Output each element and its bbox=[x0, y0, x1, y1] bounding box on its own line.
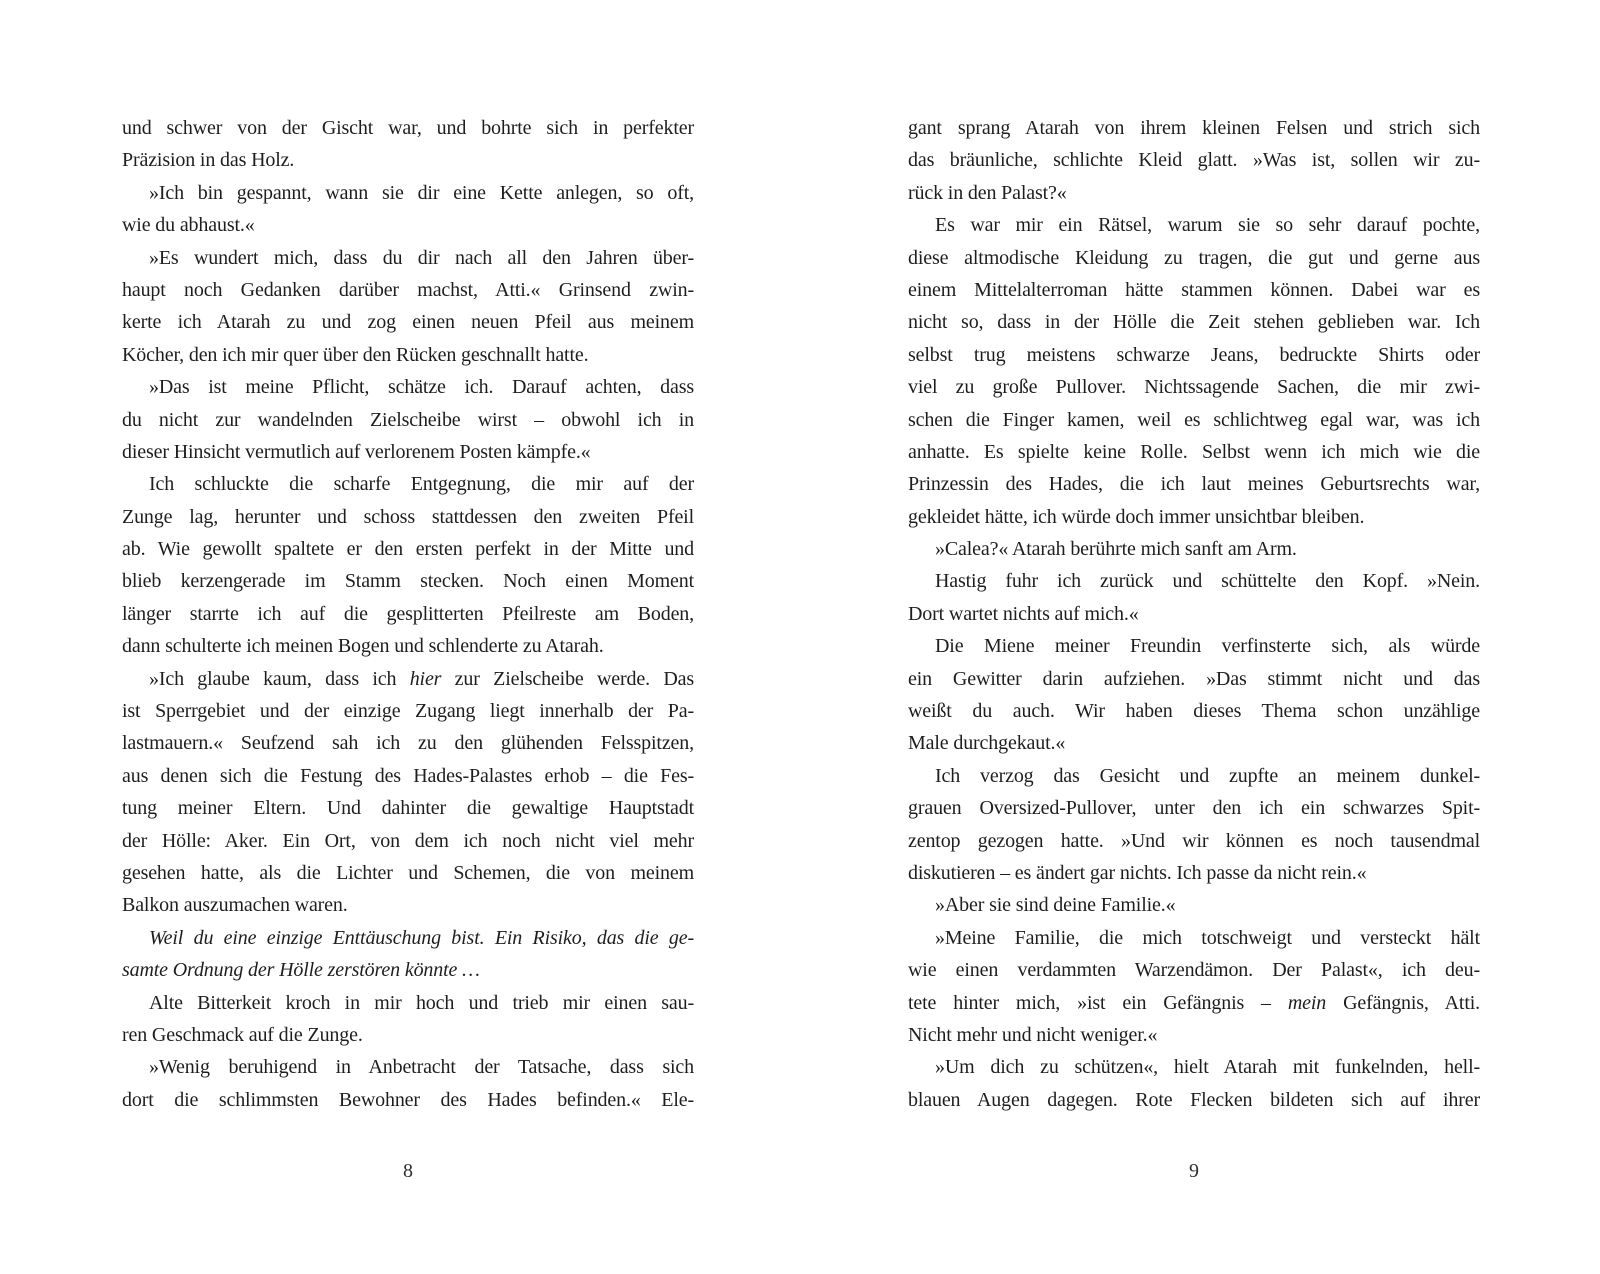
text-line bbox=[908, 112, 1480, 144]
text-segment: dann schulterte ich meinen Bogen und schlenderte zu Atarah. bbox=[122, 635, 604, 658]
text-line bbox=[122, 987, 694, 1019]
text-line bbox=[122, 371, 694, 403]
text-segment: wie du abhaust.« bbox=[122, 214, 255, 237]
text-line bbox=[122, 144, 694, 176]
text-line bbox=[122, 954, 694, 986]
text-line bbox=[122, 306, 694, 338]
text-line bbox=[908, 274, 1480, 306]
text-line bbox=[908, 630, 1480, 662]
text-segment: ist Sperrgebiet und der einzige Zugang liegt innerhalb der Pa- bbox=[122, 700, 694, 723]
text-line bbox=[122, 922, 694, 954]
text-segment: »Um dich zu schützen«, hielt Atarah mit funkelnden, hell- bbox=[935, 1056, 1480, 1079]
emphasized-text: mein bbox=[1287, 991, 1327, 1014]
text-line bbox=[122, 242, 694, 274]
page-right-text bbox=[908, 112, 1480, 1116]
text-segment: zur Zielscheibe werde. Das bbox=[441, 667, 694, 690]
text-line bbox=[908, 987, 1480, 1019]
emphasized-text: hier bbox=[409, 667, 442, 690]
text-segment: Ich verzog das Gesicht und zupfte an meinem dunkel- bbox=[935, 764, 1480, 787]
text-line bbox=[122, 695, 694, 727]
text-segment: einem Mittelalterroman hätte stammen können. Dabei war es bbox=[908, 278, 1480, 301]
text-line bbox=[908, 306, 1480, 338]
text-line bbox=[908, 209, 1480, 241]
text-line bbox=[122, 112, 694, 144]
text-segment: zentop gezogen hatte. »Und wir können es noch tausendmal bbox=[908, 829, 1480, 852]
text-segment: tung meiner Eltern. Und dahinter die gewaltige Hauptstadt bbox=[122, 797, 694, 820]
text-segment: viel zu große Pullover. Nichtssagende Sachen, die mir zwi- bbox=[908, 376, 1480, 399]
text-line bbox=[908, 436, 1480, 468]
text-line bbox=[122, 404, 694, 436]
text-segment: kerte ich Atarah zu und zog einen neuen Pfeil aus meinem bbox=[122, 311, 694, 334]
text-segment: dieser Hinsicht vermutlich auf verlorenem Posten kämpfe.« bbox=[122, 440, 591, 463]
text-segment: ein Gewitter darin aufziehen. »Das stimmt nicht und das bbox=[908, 667, 1480, 690]
text-line bbox=[908, 922, 1480, 954]
text-segment: nicht so, dass in der Hölle die Zeit stehen geblieben war. Ich bbox=[908, 311, 1480, 334]
text-line bbox=[122, 792, 694, 824]
text-line bbox=[122, 727, 694, 759]
text-segment: »Das ist meine Pflicht, schätze ich. Darauf achten, dass bbox=[149, 376, 694, 399]
text-line bbox=[122, 1051, 694, 1083]
text-line bbox=[908, 727, 1480, 759]
text-segment: gant sprang Atarah von ihrem kleinen Felsen und strich sich bbox=[908, 117, 1480, 139]
text-segment: diskutieren – es ändert gar nichts. Ich passe da nicht rein.« bbox=[908, 861, 1367, 884]
text-segment: wie einen verdammten Warzendämon. Der Palast«, ich deu- bbox=[908, 959, 1480, 982]
text-segment: gesehen hatte, als die Lichter und Schemen, die von meinem bbox=[122, 861, 694, 884]
text-segment: »Ich glaube kaum, dass ich bbox=[149, 667, 410, 690]
text-line bbox=[908, 663, 1480, 695]
text-line bbox=[122, 825, 694, 857]
text-segment: Male durchgekaut.« bbox=[908, 732, 1066, 755]
text-segment: und schwer von der Gischt war, und bohrte sich in perfekter bbox=[122, 117, 694, 139]
text-segment: Köcher, den ich mir quer über den Rücken geschnallt hatte. bbox=[122, 343, 589, 366]
text-segment: gekleidet hätte, ich würde doch immer unsichtbar bleiben. bbox=[908, 505, 1365, 528]
text-segment: das bräunliche, schlichte Kleid glatt. »Was ist, sollen wir zu- bbox=[908, 149, 1480, 172]
text-segment: ab. Wie gewollt spaltete er den ersten perfekt in der Mitte und bbox=[122, 538, 694, 561]
text-segment: Dort wartet nichts auf mich.« bbox=[908, 602, 1139, 625]
text-segment: »Es wundert mich, dass du dir nach all den Jahren über- bbox=[149, 246, 694, 269]
text-segment: samte Ordnung der Hölle zerstören könnte … bbox=[122, 959, 480, 982]
text-segment: Zunge lag, herunter und schoss stattdessen den zweiten Pfeil bbox=[122, 505, 694, 528]
text-line bbox=[122, 533, 694, 565]
text-line bbox=[122, 630, 694, 662]
text-segment: Hastig fuhr ich zurück und schüttelte den Kopf. »Nein. bbox=[935, 570, 1480, 593]
text-segment: Präzision in das Holz. bbox=[122, 149, 295, 172]
text-line bbox=[908, 889, 1480, 921]
text-line bbox=[122, 501, 694, 533]
text-line bbox=[908, 598, 1480, 630]
text-line bbox=[908, 857, 1480, 889]
text-line bbox=[122, 598, 694, 630]
text-line bbox=[908, 1051, 1480, 1083]
text-segment: weißt du auch. Wir haben dieses Thema schon unzählige bbox=[908, 700, 1480, 723]
text-segment: diese altmodische Kleidung zu tragen, die gut und gerne aus bbox=[908, 246, 1480, 269]
text-line bbox=[122, 1084, 694, 1116]
text-segment: anhatte. Es spielte keine Rolle. Selbst wenn ich mich wie die bbox=[908, 440, 1480, 463]
text-line bbox=[122, 857, 694, 889]
text-segment: lastmauern.« Seufzend sah ich zu den glühenden Felsspitzen, bbox=[122, 732, 694, 755]
text-line bbox=[908, 371, 1480, 403]
text-segment: du nicht zur wandelnden Zielscheibe wirst – obwohl ich in bbox=[122, 408, 694, 431]
text-line bbox=[908, 177, 1480, 209]
text-segment: »Ich bin gespannt, wann sie dir eine Kette anlegen, so oft, bbox=[149, 181, 694, 204]
text-line bbox=[908, 1084, 1480, 1116]
text-line bbox=[908, 695, 1480, 727]
text-line bbox=[122, 209, 694, 241]
text-line bbox=[122, 760, 694, 792]
text-line bbox=[908, 144, 1480, 176]
text-line bbox=[908, 339, 1480, 371]
text-segment: Es war mir ein Rätsel, warum sie so sehr darauf pochte, bbox=[935, 214, 1480, 237]
text-line bbox=[908, 825, 1480, 857]
text-segment: länger starrte ich auf die gesplitterten Pfeilreste am Boden, bbox=[122, 602, 694, 625]
text-line bbox=[122, 1019, 694, 1051]
text-line bbox=[122, 468, 694, 500]
text-line bbox=[908, 404, 1480, 436]
text-segment: Gefängnis, Atti. bbox=[1326, 991, 1480, 1014]
text-line bbox=[908, 760, 1480, 792]
page-number-right: 9 bbox=[1189, 1160, 1199, 1182]
text-line bbox=[908, 533, 1480, 565]
text-segment: Ich schluckte die scharfe Entgegnung, die mir auf der bbox=[149, 473, 694, 496]
text-segment: grauen Oversized-Pullover, unter den ich ein schwarzes Spit- bbox=[908, 797, 1480, 820]
text-segment: »Aber sie sind deine Familie.« bbox=[935, 894, 1176, 917]
text-line bbox=[908, 1019, 1480, 1051]
text-segment: Alte Bitterkeit kroch in mir hoch und trieb mir einen sau- bbox=[149, 991, 694, 1014]
text-segment: dort die schlimmsten Bewohner des Hades befinden.« Ele- bbox=[122, 1088, 694, 1111]
text-segment: rück in den Palast?« bbox=[908, 181, 1067, 204]
text-segment: blauen Augen dagegen. Rote Flecken bildeten sich auf ihrer bbox=[908, 1088, 1480, 1111]
text-segment: blieb kerzengerade im Stamm stecken. Noch einen Moment bbox=[122, 570, 694, 593]
text-segment: haupt noch Gedanken darüber machst, Atti.« Grinsend zwin- bbox=[122, 278, 694, 301]
text-segment: »Wenig beruhigend in Anbetracht der Tatsache, dass sich bbox=[149, 1056, 694, 1079]
text-segment: Die Miene meiner Freundin verfinsterte sich, als würde bbox=[935, 635, 1480, 658]
text-line bbox=[908, 468, 1480, 500]
text-line bbox=[122, 177, 694, 209]
page-left-text bbox=[122, 112, 694, 1116]
text-line bbox=[122, 339, 694, 371]
text-line bbox=[908, 954, 1480, 986]
text-segment: der Hölle: Aker. Ein Ort, von dem ich noch nicht viel mehr bbox=[122, 829, 694, 852]
text-line bbox=[908, 501, 1480, 533]
text-segment: tete hinter mich, »ist ein Gefängnis – bbox=[908, 991, 1288, 1014]
text-segment: Nicht mehr und nicht weniger.« bbox=[908, 1023, 1158, 1046]
text-segment: Weil du eine einzige Enttäuschung bist. Ein Risiko, das die ge- bbox=[149, 926, 694, 949]
text-line bbox=[122, 889, 694, 921]
text-line bbox=[122, 274, 694, 306]
text-segment: Balkon auszumachen waren. bbox=[122, 894, 348, 917]
page-number-left: 8 bbox=[403, 1160, 413, 1182]
text-segment: Prinzessin des Hades, die ich laut meines Geburtsrechts war, bbox=[908, 473, 1480, 496]
text-line bbox=[122, 436, 694, 468]
text-segment: schen die Finger kamen, weil es schlichtweg egal war, was ich bbox=[908, 408, 1480, 431]
text-segment: selbst trug meistens schwarze Jeans, bedruckte Shirts oder bbox=[908, 343, 1480, 366]
text-line bbox=[122, 565, 694, 597]
text-segment: aus denen sich die Festung des Hades-Palastes erhob – die Fes- bbox=[122, 764, 694, 787]
text-segment: »Calea?« Atarah berührte mich sanft am Arm. bbox=[935, 538, 1297, 561]
text-line bbox=[122, 663, 694, 695]
text-segment: ren Geschmack auf die Zunge. bbox=[122, 1023, 363, 1046]
text-line bbox=[908, 242, 1480, 274]
text-line bbox=[908, 792, 1480, 824]
text-segment: »Meine Familie, die mich totschweigt und versteckt hält bbox=[935, 926, 1480, 949]
text-line bbox=[908, 565, 1480, 597]
